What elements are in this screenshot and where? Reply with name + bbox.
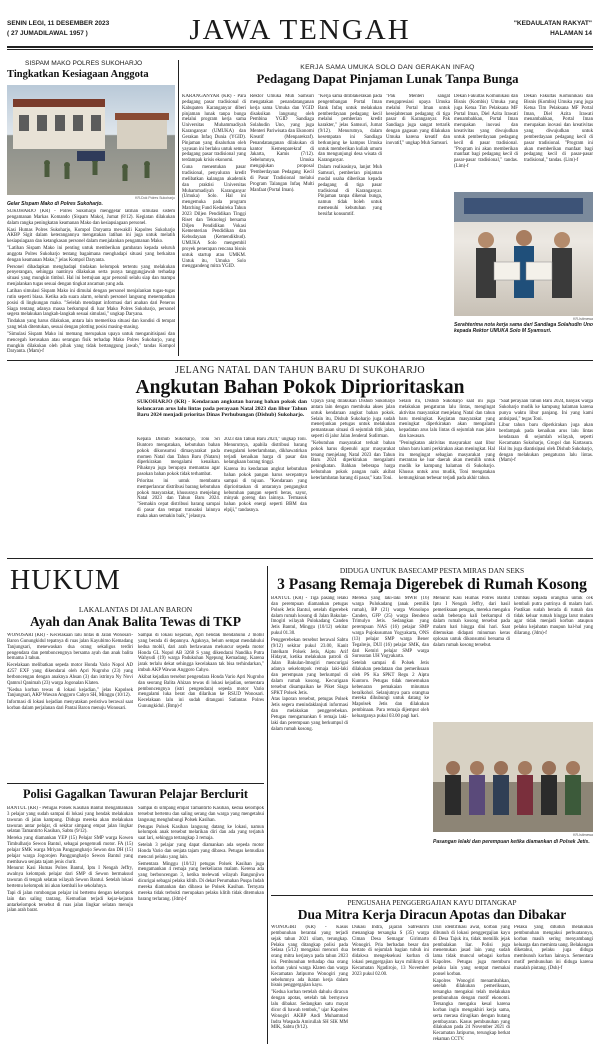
handover-ceremony-illustration xyxy=(454,192,593,316)
paragraph: Petugas Polsek Kasihan langsung datang ke lokasi, namun kelompok anak tersebut melarikan diri dan ada yang terjatuh saat lari, sehingga tertangkap 3 remaja. xyxy=(138,824,264,842)
story-mitra-kerja xyxy=(271,899,593,1045)
paragraph: Kasi Humas Polres Sukoharjo, Kompol Daryanta mewakili Kapolres Sukoharjo AKBP Sigit dalam keterangannya mengatakan latihan ini juga untuk melatih kesiapsiagaan dan ketangkasan personel dalam menjalankan pengamanan Mako. xyxy=(7,227,175,245)
paragraph: Sementara Minggu (10/12) petugas Polsek Kasihan juga mengamankan 4 remaja yang berkeliaran malam. Kerena ada yang berboncengan 3, ketika melewati wilayah Bangunjiwa dicurigai sebagai pelaku klitih. Di dekat Perumahan Puspa Indah mereka diamankan dan dibawa ke Polsek Kasihan. Ternyata mereka tidak terbukti merupakan pelaku klitih tidak ditemukan barang terlarang. (Jdm)-f xyxy=(138,861,264,902)
paragraph: Penggerebekan tersebut berawal Sabtu (9/12) sekitar pukul 23.00, Kanit Intelkam Polsek Jetis, Aiptu Arif Hidayat, ketika melakukan patroli di Jalan Bakulan-Imogiri mencurigai adanya sekelompok remaja laki-laki dan perempuan yang berkumpul di dalam rumah kosong. Kecurigaan tersebut disampaikan ke Piket Siaga SPKT Polsek Jetis. xyxy=(271,637,348,696)
paragraph: Dekan Fakultas Komunikasi dan Bisnis (Kombis) Umuka yang juga Ketua Tim Pelaksana MF Portal Iman, Diel Azita Irawati menambahkan, Portal Iman merupakan inovasi dan kreativitas yang diwujudkan untuk pemberdayaan pedagang kecil di pasar tradisional. "Program ini akan memberikan manfaat bagi pedagang kecil di pasar-pasar tradisional," tandas. (Lim)-f xyxy=(454,94,518,170)
story-headline: 3 Pasang Remaja Digerebek di Rumah Kosong xyxy=(277,576,587,593)
story-body-col-5 xyxy=(433,854,593,892)
paragraph: "Saat perayaan Tahun Baru 2024, banyak warga Sukoharjo mudik ke kampung halaman karena punya waktu libur panjang. Ini yang kami antisipasi," tegas Toni. xyxy=(499,399,593,422)
story-headline: Polisi Gagalkan Tawuran Pelajar Berclurit xyxy=(22,788,248,801)
photo-credit: KR-Dok Polres Sukoharjo xyxy=(135,196,175,200)
story-body-col-2 xyxy=(224,437,307,552)
story-body-col-5 xyxy=(499,399,593,552)
story-headline: Ayah dan Anak Balita Tewas di TKP xyxy=(29,614,242,629)
paragraph: Rektor Umuka Muh Samsuri mengatakan penandatanganan kerja sama Umuka dan YGID disaksikan langsung oleh Pembina YGID Sandiaga Solahudin Uno, yang juga Menteri Pariwisata dan Ekonomi Kreatif (Menparekraf). Penandatanganan dilakukan di kantor Kemenparekraf di Jakarta, Kamis (7/12). Sebelumnya, Umuka mengajukan proposal 'Pemberdayaan Pedagang Kecil di Pasar Tradisional melalui Program Talangan Infaq Multi Manfaat (Portal Iman). xyxy=(250,94,314,193)
story-body-col-3 xyxy=(433,925,510,1045)
section-rule xyxy=(7,783,264,784)
story-body-col-3 xyxy=(318,94,382,356)
paragraph: Latihan simulasi Sispam Mako ini dimulai dengan personel menjalankan tugas-tugas rutin seperti biasa. Ketika ada suara alarm, seluruh personel langsung menempatkan posisi di lingkungan mako. "Selelah mendapat informasi dari anahan dari Penerus Siaga tentang adanya massa berkumpul di luar Mako Polres Sukoharjo, personel segera melakukan langkah-langkah sesuai simulasi," ungkap Daryana. xyxy=(7,288,175,318)
masthead-rule-thin xyxy=(7,49,593,50)
story-remaja xyxy=(271,566,593,892)
paragraph: Dimbau kepada orangtua untuk cek kembali putra putrinya di malam hari. Pastikan sudah berada di rumah dan tidak keluar rumah hingga larut malam agar tidak menjadi korban ataupun pelaku kejahatan maupun hal-hal yang dilarang. (Jdm)-f xyxy=(514,596,593,637)
story-body-col-1 xyxy=(271,925,348,1045)
section-rule xyxy=(271,895,593,896)
paragraph: WONOGIRI (KR) - Kasus pembunuhan berantai yang terjadi sejak tahun 2021 silam, terungkap. Pelaku yang ditangkap polisi pada Selasa (5/12) mengakui mencuri dua orang mitra kerjanya pada tahun 2023 ini. Pembunuhan terhadap dua orang korban yakni warga Klaten dan warga Kecamatan Jatipurno Wonogiri yang sebelumnya ada ikatan kerja dalam bisnis penggergajian kayu. xyxy=(271,925,348,989)
paragraph: Atas laporan tersebut, petugas Polsek Jetis segera menindaklanjuti informasi dan melakukan penggerebekan. Petugas mengamankan 6 remaja laki-laki dan perempuan yang berkumpul di dalam rumah kosong. xyxy=(271,697,348,732)
story-kicker: DIDUGA UNTUK BASECAMP PESTA MIRAS DAN SEKS xyxy=(339,566,525,575)
story-body-col-2 xyxy=(352,596,429,892)
story-body-col-2 xyxy=(250,94,314,356)
paragraph: SUKOHARJO (KR) - Polres Sukoharjo menggelar latihan simulasi sistem pengamanan Markas Komando (Sispam Mako), Jumat (8/12). Kegiatan dilakukan dalam rangka peningkatan keamanan Mako dan kesiapsiagaan personel. xyxy=(7,209,175,226)
paragraph: BANTUL (KR) - Petugas Polsek Kasihan Bantul mengamankan 3 pelajar yang sudah sampai di lokasi yang hendak melakukan tawuran di jalan kampung. Diduga mereka akan melakukan tawuran antar pelajar, di sekitar simpang empat jalan lingkar selatan Tamantirto Kasihan, Sabtu (9/12). xyxy=(7,806,133,835)
story-body-col-1 xyxy=(137,437,220,552)
paragraph: Tapi di jalan rombongan pelajar ini bertemu dengan kelompok lain dan saling tantang. Kemudian terjadi kejar-kejaran antarkelompok tersebut di ruas jalan lingkar selatan menuju jalan arah barat. xyxy=(7,890,133,914)
paragraph: Upaya yang dilakukan Dishub Sukoharjo antara lain dengan membuka akses jalan untuk kendaraan angkut bahan pokok. Selain itu, Dishub Sukoharjo juga sudah menerjunkan petugas untuk melakukan pemantauan situasi di sejumlah titik jalan, seperti di jalur Jalan Jenderal Sudirman. xyxy=(311,399,395,440)
story-kicker: SISPAM MAKO POLRES SUKOHARJO xyxy=(25,60,143,67)
paragraph: Menurut Kasi Humas Polres Bantul Iptu I Nengah Jeffry, dari hasil pemeriksaan petugas, mereka mengaku sudah beberapa kali berkumpul di dalam rumah kosong tersebut pada malam hari hingga dini hari. Saat ditemukan didapati minuman keras oplosan untuk dikonsumsi bersama di dalam rumah kosong tersebut. xyxy=(433,596,510,648)
paragraph: Dukasi Indra, jajaran Satreskrim menangkap tersangka S (35) warga Ciman Desa Semagar Girimarto Wonogiri. Pria berbadan besar dan bertato di sejumlah bagian tubuh ini didakwa mengeksekusi korban di lokasi penggergajian kayu miliknya di Kecamatan Ngadirojo, 13 November 2023 pukul 02.00. xyxy=(352,925,429,977)
story-body-col-1 xyxy=(271,596,348,892)
story-lakalantas xyxy=(7,605,264,780)
paragraph: "Kedua korban tewas di lokasi kejadian," jelas Kapolsek Tanjungsari, AKP Wawan Anggoro Cahyo SH, Minggu (10/12). xyxy=(7,687,133,699)
paragraph: "Kebutuhan masyarakat terkait bahan pokok harus dipenuhi agar masyarakat tenang menjelang Natal 2023 dan Tahun Baru 2024 diperkirakan mengalami peningkatan. Bahkan beberapa harga kebutuhan pokok pangan naik akibat keterlambatan barang di pasar," kata Toni. xyxy=(311,440,395,481)
photo-caption: Serahterima nota kerja sama dari Sandiaga Solahudin Uno kepada Rektor UMUKA Solo M Syamsuri. xyxy=(454,322,593,334)
paragraph: "Kerja sama ditiblakerakan pada pengembangan Portal Iman Bank Infaq untuk melakukan pemberdayaan pedagang kecil melalui pemberian kredit karakter," jelas Samsuri, Jumat (9/12). Menurutnya, dalam kesempatan ini Sandiaga berkunjung ke kampus Umuka untuk memberikan kuliah umum dan mengunjungi desa wisata di Karanganyar. xyxy=(318,94,382,164)
page-number: HALAMAN 14 xyxy=(550,30,592,37)
photo-remaja xyxy=(433,722,593,832)
paragraph: Mereka yang laki-laki MWB (16) warga Pulokadang (anak pemilik rumah), BP (21) warga Wonolopo Canden, GFP (25) warga Bendeno Trimulyo Jetis. Sedangkan yang perempuan NAS (16) pelajar SMP warga Pujokusuman Yogyakarta, ONS (13) pelajar SMP warga Bener Tegalrejo, DUI (16) pelajar SMK, dan dari Kemiri pelajar SMP warga Surosutan UH Yogyakarta. xyxy=(352,596,429,660)
paragraph: Libur tahun baru diperkirakan juga akan berdampak pada kenaikan arus lalu lintas kendaraan di sejumlah wilayah, seperti Kecamatan Sukoharjo, Grogol dan Kartasura. Hal itu juga diantisipasi oleh Dishub Sukoharjo, dengan melakukan pengaturan lalu lintas. (Mam)-f xyxy=(499,423,593,464)
paragraph: Informasi di lokasi kejadian menyatakan peristiwa berawal saat korban dalam perjalanan dari Pantai Baron menuju Wonosari. xyxy=(7,700,133,712)
paragraph: Personel dihadapkan menghadapi tindakan kelompok tertentu yang melakukan penyerangan, sehingga nantinya dilakukan serta punya tanggungjawab terhadap situasi yang mungkin timbul. Hal ini bertujuan agar personil selalu siap dan mampu menjalankan tugas sesuai dengan tingkat ancaman yang ada. xyxy=(7,264,175,288)
story-body-col-3 xyxy=(311,399,395,552)
suspects-lineup-illustration xyxy=(433,722,593,832)
paragraph: "Latihan Sispam Mako ini penting untuk memberikan gambaran kepada seluruh anggota Polres Sukoharjo tentang bagaimana menghadapi situasi yang berkaitan dengan keamanan Mako," jelas Kompol Daryanta. xyxy=(7,246,175,263)
story-body-col-1 xyxy=(182,94,246,356)
photo-credit: KR-Istimewa xyxy=(573,317,593,321)
paragraph: Karena itu kendaraan angkut kebutuhan bahan pokok pangan harus secepatnya sampai di tujuan. "Kendaraan yang diprioritaskan di antaranya pengangkut kebutuhan pangan seperti beras, sayur, minyak goreng dan lainnya. Termasuk bahan pokok energi seperti BBM dan elpiji," tandasnya. xyxy=(224,467,307,514)
paragraph: Setelah sampai di Polsek Jetis dilakukan pendataan dan pemeriksaan oleh PS Ka SPKT Regu 2 Aiptu Kuntoro. Petugas tidak menemukan kebenaran pemakaian minuman beralkohol. Selanjutnya para orangtua mereka dihubungi untuk datang ke Mapolsek Jetis dan dilakukan pembinaan. Para remaja dijemput oleh keluarganya pukul 03.00 pagi hari. xyxy=(352,661,429,719)
masthead-rule xyxy=(7,46,593,48)
paragraph: Tindakan yang harus dilakukan, antara lain memeriksa situasi dan kondisi di tempat yang telah ditentukan, sesuai dengan plotting posisi masing-masing. xyxy=(7,319,175,331)
story-body-col-6 xyxy=(524,94,593,190)
paragraph: "Pak Menteri sangat mengapresiasi upaya Umuka melalui Portal Iman untuk kesejahteraan pedagang di tiga pasar di Karanganyar. Pak Sandiaga juga sangat tertarik dengan gagasan yang dilakukan Umuka karena kreatif dan inovatif," ungkap Muh Samsuri. xyxy=(386,94,450,146)
paragraph: Guna menentukan pasar tradisional, penyaluran kredit melibatkan kalangan akademik dan praktisi Universitas Muhammadiyah Karanganyar (Umuka) Solo. Hal ini mengemuka pada program Matching Fund Kedaireka Tahun 2023 Diljen Pendidikan Tinggi Riset dan Teknologi bersama Diljen Pendidikan Vokasi Kementerian Pendidikan dan Kebudayaan (Kemendikbud). UMUKA Solo mengembil proyek penerapan rencana bisnis untuk startup atau UMKM. Untuk itu, Umuka Solo menggandeng mitra YGID. xyxy=(182,165,246,270)
story-headline: Angkutan Bahan Pokok Diprioritaskan xyxy=(135,377,465,398)
section-rule xyxy=(7,360,593,361)
story-headline: Dua Mitra Kerja Diracun Apotas dan Dibakar xyxy=(297,907,567,922)
story-angkutan xyxy=(7,365,593,555)
story-kicker: LAKALANTAS DI JALAN BARON xyxy=(78,605,193,614)
story-sispam xyxy=(7,60,175,356)
section-rule xyxy=(7,558,593,559)
paragraph: Kecelakaan melibatkan sepeda motor Honda Vario Nopol AD 4257 EXF yang dikendarai oleh Apri Nugroho (23) yang berboncengan dengan anaknya Ahsan (3) dan istrinya Ny Novi Qamrul Qanimah (23) warga Jogonalan Klaten. xyxy=(7,663,133,686)
paragraph: Dalam realisasinya, lanjut Muh Samsuri, pemberian pinjaman modal usaha diberikan kepada pedagang di tiga pasar tradisional di Karanganyar. Pinjaman tanpa dikenai bunga, namun tidak boleh untuk memenuhi kebutuhan yang bersifat konsumtif. xyxy=(318,165,382,217)
story-body-col-1 xyxy=(7,633,133,780)
story-kicker: JELANG NATAL DAN TAHUN BARU DI SUKOHARJO xyxy=(175,365,425,376)
story-body-col-1 xyxy=(7,806,133,1045)
paragraph: Prioritas ini untuk membantu memperlancar distribusi barang kebutuhan pokok masyarakat, khususnya menjelang Natal 2023 dan Tahun Baru 2024. "Semakin cepat distribusi barang sampai di pasar dan tempat transaksi lainnya maka akan semakin baik," jelasnya. xyxy=(137,478,220,519)
paragraph: "Peningkatan aktivitas masyarakat saat libur tahun baru kami perkirakan akan meningkat. Hal itu mengingat sebagian masyarakat yang merantau ke luar daerah akan memilih untuk mudik ke kampung halaman di Sukoharjo. Khusus untuk arus mudik, Toni mengatakan kemungkinan terbesar terjadi pada akhir tahun. xyxy=(399,440,495,481)
story-body-col-2 xyxy=(352,925,429,1045)
paragraph: Selain itu, Dishub Sukoharjo saat ini juga melakukan pengaturan lalu lintas, mengingat aktivitas masyarakat menjelang Natal dan tahun baru meningkat. Kegiatan masyarakat yang meningkat diperkirakan akan mengalami kepadatan arus lalu lintas di sejumlah ruas jalan dan kawasan. xyxy=(399,399,495,440)
story-body-col-2 xyxy=(138,633,264,780)
masthead-title: JAWA TENGAH xyxy=(189,14,411,46)
story-body-col-4 xyxy=(514,925,593,1045)
paragraph: 2023 dan Tahun Baru 2024," ungkap Toni. Menurutnya, apabila distribusi barang mengalami keterlambatan, dikhawatirkan terjadi kenaikan harga di pasar dan kelangkaan barang tinggi. xyxy=(224,437,307,466)
column-divider xyxy=(267,566,268,1044)
photo-caption: Pasangan lelaki dan perempuan ketika diamankan di Polsek Jetis. xyxy=(433,839,590,845)
paragraph: Dari identifikasi awal, korban yang dibunuh di lokasi penggergajian kayu di Desa Tajuk itu, tidak memilik jejak pembalakan liar. Polisi juga menemukan jasad lain yang sudah lama tidak muncul sebagai korban Kapolres. Petugas juga memburu pelaku lain yang sempat memakai ponsel korban. xyxy=(433,925,510,977)
issue-date: SENIN LEGI, 11 DESEMBER 2023 xyxy=(7,20,110,27)
story-body-col-4 xyxy=(386,94,450,356)
masthead-tagline: "KEDAULATAN RAKYAT" xyxy=(513,20,592,27)
paragraph: Setelah 3 pelajar yang dapat diamankan ada sepeda motor Honda Vario dan senjata tajam yang dibawa. Petugas kemudian mencari pelaku yang lain. xyxy=(138,843,264,860)
paragraph: BANTUL (KR) - Tiga pasang lelaki dan perempuan diamankan petugas Polsek Jetis Bantul, setelah digerebek dalam rumah kosong di Jalan Bakulan-Imogiri wilayah Pulokadang Canden Jetis Bantul, Minggu (10/12) sekitar pukul 01.30. xyxy=(271,596,348,637)
story-kicker: PENGUSAHA PENGGERGAJIAN KAYU DITANGKAP xyxy=(347,899,517,907)
paragraph: Akibat kejadian tersebut pengendara Honda Vario Apri Nugroho dan seorang Balita Ahizan tewas di lokasi kejadian, sementara pemboncengnya (istri pengendara) sepeda motor Vario mengalami luka berat dan dilarikan ke RSUD Wonosari. Kecelakaan lalu ini sudah ditangani Satlantas Polres Gunungkidul. (Bmp)-f xyxy=(138,674,264,710)
paragraph: SUKOHARJO (KR) - Kendaraan angkutan barang bahan pokok dan kelancaran arus lalu lintas pada perayaan Natal 2023 dan libur Tahun Baru 2024 menjadi prioritas Dinas Perhubungan (Dishub) Sukoharjo. xyxy=(137,399,307,419)
photo-sispam xyxy=(7,85,175,195)
paragraph: Sampai di lokasi kejadian, Apri hendak mendahului 2 mobil yang berada di depannya. Agaknya, belum sempat mendahului kedua mobil, dari arah berlawanan meluncur sepeda motor Honda GL Nopol AB 3268 S yang dikendarai Nandika Putra Wahyudi (19) warga Padukuhan Ngepung Kemadang. Karena jarak terlalu dekat sehingga kecelakaan tak bisa terhindarkan," imbuh AKP Wawan Anggoro Cahyo. xyxy=(138,633,264,674)
story-headline: Pedagang Dapat Pinjaman Lunak Tanpa Bunga xyxy=(256,72,519,86)
story-body xyxy=(7,209,175,356)
paragraph: WONOSARI (KR) - Kecelakaan lalu lintas di Jalan Wonosari-Baron Gunungkidul tepatnya di ruas jalan Kayubimo Kemadang Tanjungsari, menewaskan dua orang sekaligus terdiri pengendara dan pemboncengnya bersama ayah dan anak balita bernama 3 tahun. xyxy=(7,633,133,662)
story-headline: Tingkatkan Kesiagaan Anggota xyxy=(7,69,149,80)
paragraph: Pelaku yang dituduh melakukan pembunuhan mengakui perbuatannya, korban masih sering menyambangi keluarga dan meminta uang. Belakangan diketahui, pelaku juga diduga membunuh korban lainnya. Sementara motif pembunuhan ini diduga karena masalah piutang. (Dsh)-f xyxy=(514,925,593,971)
paragraph: "Kedua korban tertelah dahulu diracun dengan apotas, setelah tak bernyawa lalu dibakar. Sedangkan satu mayat dicor di bawah tembok," ujar Kapolres Wonogiri AKBP Andi Muhammad Indra Waspada Amirullah SH SIK MM MIK, Sabtu (9/12). xyxy=(271,990,348,1031)
section-label-hukum: HUKUM xyxy=(10,566,121,596)
paragraph: Sampai di simpang empat Tamantirto Kasihan, kedua kelompok tersebut bertemu dan saling serang dan warga yang mengetahui langsung menghubungi Polsek Kasihan. xyxy=(138,806,264,823)
story-tawuran xyxy=(7,788,264,1045)
paragraph: Kapolres Wonogiri menambahkan, setelah dilakukan pemeriksaan, tersangka mengakui telah melakukan pembunuhan dengan motif ekonomi. Tersangka mengaku kesal karena korban ingin mengakhiri kerja sama, serta merasa dirugikan dengan hutang pembayaran. Kasus pembunuhan yang dilakukan pada 24 November 2021 di Kecamatan Jatipurno, terungkap berkat rekaman CCTV. xyxy=(433,978,510,1043)
paragraph: Mereka yang diamankan YEP (15) Pelajar SMP warga Kowen Timbulharjo Sewon Bantul, sebagai pengemudi motor. FA (15) pelajar SMK warga Mriyan Panggungharjo Sewon dan DH (15) pelajar warga Jogorojen Panggungharjo Sewon Bantul yang membawa senjata tajam jenis clurit. xyxy=(7,836,133,865)
story-body-col-3 xyxy=(433,596,510,718)
paragraph: Menurut Kasi Humas Polres Bantul, Iptu I Nengah Jeffry, awalnya kelompok pelajar dari SMP di Sewon bermaksud tawuran di tengah selatan wilayah Sewon Bantul. Setelah lokasi bertemu kelompok ini akan kembali ke sekolahnya. xyxy=(7,866,133,889)
paragraph: Dekan Fakultas Komunikasi dan Bisnis (Kombis) Umuka yang juga Ketua Tim Pelaksana MF Portal Iman, Diel Azita Irawati menambahkan, Portal Iman merupakan inovasi dan kreativitas yang diwujudkan untuk pemberdayaan pedagang kecil di pasar tradisional. "Program ini akan memberikan manfaat bagi pedagang kecil di pasar-pasar tradisional," tandas. (Lim)-f xyxy=(524,94,593,164)
police-building-illustration xyxy=(7,85,175,195)
story-kicker: KERJA SAMA UMUKA SOLO DAN GERAKAN INFAQ xyxy=(300,64,475,71)
paragraph: "Simulasi Sispam Mako ini memang merupakan upaya untuk menganitisipasi dan mencegah kerusakan atau serangan fisik terhadap Mako Polres Sukoharjo, yang mungkin dilakukan oleh pihak yang tidak bertanggung jawab," tandas Kompol Daryanta. (Mam)-f xyxy=(7,331,175,355)
story-body-col-4 xyxy=(514,596,593,718)
photo-caption: Gelar Sispam Mako di Polres Sukoharjo. xyxy=(7,201,103,207)
column-divider xyxy=(178,60,179,356)
paragraph: Kepala Dishub Sukoharjo, Toni Sri Buntoro mengatakan, kebutuhan bahan pokok dikonsumsi dimasyarakat pada momen Natal dan Tahun Baru (Nataru) diperkirakan mengalami kenaikan. Pihaknya juga berupaya memantau agar pasokan bahan pokok tidak terhambat. xyxy=(137,437,220,478)
hijri-date: ( 27 JUMADILAWAL 1957 ) xyxy=(7,30,88,37)
photo-credit: KR-Istimewa xyxy=(573,833,593,837)
story-body-col-4 xyxy=(399,399,495,552)
story-lead xyxy=(137,399,307,435)
photo-umuka xyxy=(454,192,593,316)
story-body-col-2 xyxy=(138,806,264,1045)
paragraph: KARANGANYAR (KR) - Para pedagang pasar tradisional di Kabupaten Karanganyar diberi pinjaman lunak tanpa bunga melalui program kerja sama Universitas Muhammadiyah Karanganyar (UMUKA) dan Gerakan Infaq Dunia (YGID). Pinjaman yang disalurkan oleh yayasan ini berlaku untuk semua pedagang pasar tradisional yang terdampak krisis ekonomi. xyxy=(182,94,246,164)
